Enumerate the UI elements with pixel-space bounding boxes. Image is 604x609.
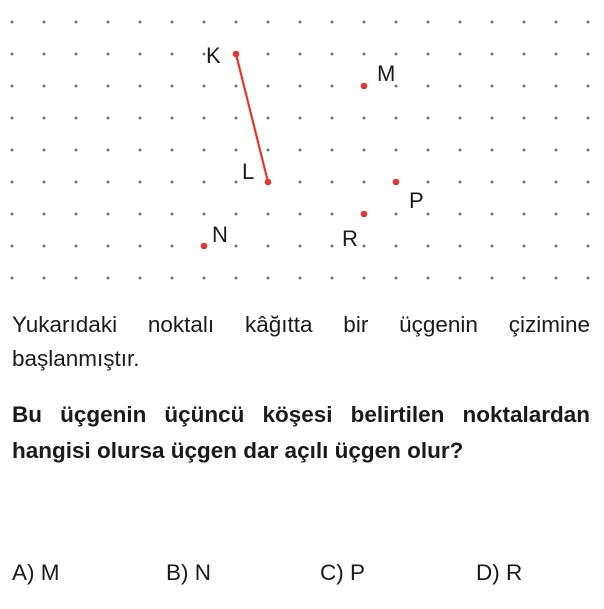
grid-dot xyxy=(107,85,110,88)
grid-dot xyxy=(139,277,142,280)
grid-dot xyxy=(203,149,206,152)
grid-dot xyxy=(139,181,142,184)
grid-dot xyxy=(299,117,302,120)
point-l-label: L xyxy=(242,159,255,184)
grid-dot xyxy=(139,245,142,248)
grid-dot xyxy=(267,277,270,280)
grid-dot xyxy=(331,181,334,184)
grid-dot xyxy=(43,85,46,88)
grid-dot xyxy=(555,149,558,152)
grid-dot xyxy=(523,85,526,88)
grid-dot xyxy=(75,181,78,184)
grid-dot xyxy=(203,181,206,184)
grid-dot xyxy=(267,53,270,56)
grid-dot xyxy=(43,21,46,24)
grid-dot xyxy=(363,277,366,280)
point-r-dot xyxy=(361,211,368,218)
grid-dot xyxy=(299,277,302,280)
grid-dot xyxy=(75,213,78,216)
grid-dot xyxy=(427,21,430,24)
grid-dot xyxy=(299,149,302,152)
grid-dot xyxy=(459,181,462,184)
point-m-label: M xyxy=(377,61,396,86)
grid-dot xyxy=(587,181,590,184)
grid-dot xyxy=(555,213,558,216)
option-c-letter: C) xyxy=(320,560,344,585)
grid-dot xyxy=(235,277,238,280)
grid-dot xyxy=(171,277,174,280)
grid-dot xyxy=(11,21,14,24)
grid-dot xyxy=(331,277,334,280)
option-a-letter: A) xyxy=(12,560,35,585)
grid-dot xyxy=(491,213,494,216)
grid-dot xyxy=(587,117,590,120)
grid-dot xyxy=(75,53,78,56)
grid-dot xyxy=(587,53,590,56)
grid-dot xyxy=(75,117,78,120)
grid-dot xyxy=(11,53,14,56)
point-l-dot xyxy=(265,179,272,186)
grid-dot xyxy=(299,53,302,56)
grid-dot xyxy=(11,149,14,152)
grid-dot xyxy=(459,213,462,216)
question-prompt: Bu üçgenin üçüncü köşesi belirtilen noktalardan hangisi olursa üçgen dar açılı üçgen olur? xyxy=(12,402,590,463)
grid-dot xyxy=(299,181,302,184)
grid-dot xyxy=(11,277,14,280)
grid-dot xyxy=(267,213,270,216)
grid-dot xyxy=(139,213,142,216)
grid-dot xyxy=(427,213,430,216)
grid-dot xyxy=(43,181,46,184)
option-d[interactable] xyxy=(476,560,522,586)
grid-dot xyxy=(139,53,142,56)
point-r-label: R xyxy=(342,226,358,251)
grid-dot xyxy=(395,53,398,56)
grid-dot xyxy=(43,149,46,152)
grid-dot xyxy=(267,245,270,248)
grid-dot xyxy=(139,85,142,88)
grid-dot xyxy=(171,53,174,56)
option-c[interactable] xyxy=(320,560,365,586)
grid-dot xyxy=(363,181,366,184)
grid-dot xyxy=(107,181,110,184)
grid-dot xyxy=(459,245,462,248)
grid-dot xyxy=(171,181,174,184)
grid-dot xyxy=(267,85,270,88)
grid-dot xyxy=(555,21,558,24)
grid-dot xyxy=(267,117,270,120)
grid-dot xyxy=(523,149,526,152)
grid-dot xyxy=(203,213,206,216)
grid-dot xyxy=(203,117,206,120)
grid-dot xyxy=(587,21,590,24)
grid-dot xyxy=(235,213,238,216)
grid-dot xyxy=(491,117,494,120)
grid-dot xyxy=(331,85,334,88)
grid-dot xyxy=(523,245,526,248)
point-n-label: N xyxy=(212,222,228,247)
grid-dot xyxy=(555,277,558,280)
grid-dot xyxy=(11,213,14,216)
option-d-letter: D) xyxy=(476,560,500,585)
grid-dot xyxy=(43,213,46,216)
grid-dot xyxy=(587,213,590,216)
grid-dot xyxy=(555,53,558,56)
grid-dot xyxy=(587,85,590,88)
grid-dot xyxy=(395,21,398,24)
grid-dot xyxy=(427,245,430,248)
grid-dot xyxy=(523,181,526,184)
grid-dot xyxy=(555,181,558,184)
grid-dot xyxy=(363,53,366,56)
grid-dot xyxy=(11,245,14,248)
grid-dot xyxy=(363,149,366,152)
grid-dot xyxy=(491,53,494,56)
answer-options xyxy=(12,560,602,596)
grid-dot xyxy=(139,21,142,24)
dot-paper-figure xyxy=(0,0,604,290)
grid-dot xyxy=(459,117,462,120)
point-p-dot xyxy=(393,179,400,186)
grid-dot xyxy=(299,85,302,88)
grid-dot xyxy=(491,21,494,24)
grid-dot xyxy=(43,53,46,56)
grid-dot xyxy=(523,277,526,280)
grid-dot xyxy=(459,53,462,56)
point-k-dot xyxy=(233,51,240,58)
grid-dot xyxy=(139,117,142,120)
grid-dot xyxy=(491,277,494,280)
grid-dot xyxy=(491,149,494,152)
grid-dot xyxy=(331,213,334,216)
grid-dot xyxy=(459,21,462,24)
grid-dot xyxy=(587,277,590,280)
grid-dot xyxy=(427,277,430,280)
grid-dot xyxy=(107,21,110,24)
grid-dot xyxy=(395,149,398,152)
grid-dot xyxy=(75,85,78,88)
grid-dot xyxy=(267,21,270,24)
grid-dot xyxy=(107,277,110,280)
point-n-dot xyxy=(201,243,208,250)
grid-dot xyxy=(171,21,174,24)
grid-dot xyxy=(75,149,78,152)
grid-dot xyxy=(203,21,206,24)
grid-dot xyxy=(331,117,334,120)
grid-dot xyxy=(427,53,430,56)
grid-dot xyxy=(523,213,526,216)
grid-dot xyxy=(235,85,238,88)
grid-dot xyxy=(363,117,366,120)
grid-dot xyxy=(107,213,110,216)
grid-dot xyxy=(523,117,526,120)
grid-dot xyxy=(427,117,430,120)
question-intro: Yukarıdaki noktalı kâğıtta bir üçgenin çizimine başlanmıştır. xyxy=(12,312,590,371)
grid-dot xyxy=(459,85,462,88)
point-m-dot xyxy=(361,83,368,90)
grid-dot xyxy=(427,181,430,184)
grid-dot xyxy=(427,85,430,88)
grid-dot xyxy=(171,117,174,120)
grid-dot xyxy=(299,245,302,248)
grid-dot xyxy=(299,213,302,216)
grid-dot xyxy=(363,245,366,248)
grid-dot xyxy=(331,149,334,152)
grid-dot xyxy=(107,149,110,152)
option-a-value: M xyxy=(40,560,60,585)
grid-dot xyxy=(75,245,78,248)
grid-dot xyxy=(427,149,430,152)
grid-dot xyxy=(43,117,46,120)
grid-dot xyxy=(299,21,302,24)
grid-dot xyxy=(107,245,110,248)
grid-dot xyxy=(523,21,526,24)
grid-dot xyxy=(235,245,238,248)
grid-dot xyxy=(235,117,238,120)
grid-dot xyxy=(203,85,206,88)
grid-dots xyxy=(11,21,590,280)
option-a[interactable] xyxy=(12,560,60,586)
grid-dot xyxy=(587,245,590,248)
grid-dot xyxy=(459,277,462,280)
grid-dot xyxy=(235,149,238,152)
grid-dot xyxy=(11,117,14,120)
grid-dot xyxy=(235,181,238,184)
grid-dot xyxy=(11,85,14,88)
grid-dot xyxy=(555,245,558,248)
grid-dot xyxy=(75,21,78,24)
grid-dot xyxy=(395,277,398,280)
grid-dot xyxy=(491,85,494,88)
grid-dot xyxy=(331,245,334,248)
grid-dot xyxy=(491,181,494,184)
option-c-value: P xyxy=(350,560,366,585)
point-p-label: P xyxy=(409,188,424,213)
grid-dot xyxy=(107,53,110,56)
grid-dot xyxy=(139,149,142,152)
grid-dot xyxy=(395,117,398,120)
grid-dot xyxy=(555,117,558,120)
grid-dot xyxy=(203,277,206,280)
grid-dot xyxy=(171,85,174,88)
grid-dot xyxy=(171,213,174,216)
grid-dot xyxy=(395,245,398,248)
point-k-label: K xyxy=(206,43,221,68)
grid-dot xyxy=(587,149,590,152)
grid-dot xyxy=(43,277,46,280)
option-d-value: R xyxy=(506,560,523,585)
grid-dot xyxy=(459,149,462,152)
grid-dot xyxy=(43,245,46,248)
grid-dot xyxy=(75,277,78,280)
grid-dot xyxy=(331,53,334,56)
grid-dot xyxy=(11,181,14,184)
grid-dot xyxy=(267,149,270,152)
grid-dot xyxy=(363,21,366,24)
option-b-letter: B) xyxy=(166,560,189,585)
grid-dot xyxy=(107,117,110,120)
grid-dot xyxy=(331,21,334,24)
option-b[interactable] xyxy=(166,560,211,586)
grid-dot xyxy=(523,53,526,56)
grid-dot xyxy=(171,245,174,248)
option-b-value: N xyxy=(194,560,212,585)
grid-dot xyxy=(171,149,174,152)
grid-dot xyxy=(555,85,558,88)
grid-dot xyxy=(491,245,494,248)
grid-dot xyxy=(235,21,238,24)
grid-dot xyxy=(395,213,398,216)
